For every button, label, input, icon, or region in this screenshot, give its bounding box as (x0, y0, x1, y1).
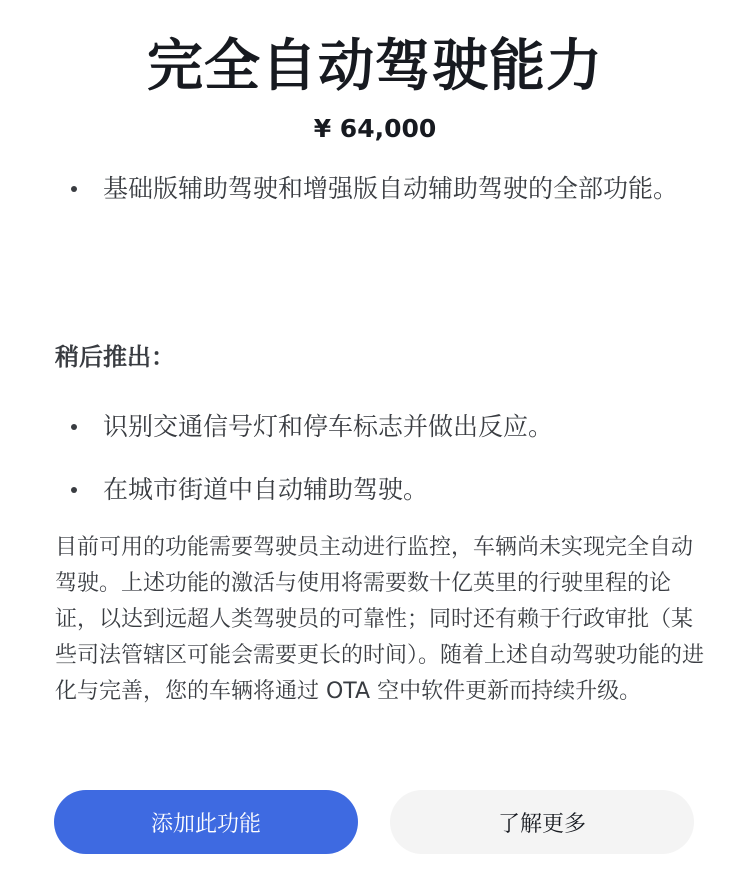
page-title: 完全自动驾驶能力 (147, 34, 603, 99)
list-item (55, 469, 705, 511)
bullet-icon (71, 186, 77, 192)
learn-more-button[interactable]: 了解更多 (390, 790, 694, 854)
list-item-text: 在城市街道中自动辅助驾驶。 (103, 475, 429, 504)
add-feature-button[interactable]: 添加此功能 (54, 790, 358, 854)
bullet-icon (71, 424, 77, 430)
bullet-icon (71, 487, 77, 493)
list-item (55, 406, 705, 448)
disclaimer-text: 目前可用的功能需要驾驶员主动进行监控，车辆尚未实现完全自动驾驶。上述功能的激活与使用将需要数十亿英里的行驶里程的论证，以达到远超人类驾驶员的可靠性；同时还有赖于行政审批（某些司法管辖区可能会需要更长的时间）。随着上述自动驾驶功能的进化与完善，您的车辆将通过 OTA 空中软件更新而持续升级。 (55, 535, 705, 704)
list-item (55, 168, 705, 210)
list-item-text: 识别交通信号灯和停车标志并做出反应。 (103, 412, 554, 441)
list-item-text: 基础版辅助驾驶和增强版自动辅助驾驶的全部功能。 (103, 174, 679, 203)
included-features-list (55, 168, 705, 210)
price: ¥ 64,000 (313, 114, 437, 143)
coming-soon-heading: 稍后推出： (55, 343, 175, 371)
coming-soon-list (55, 406, 705, 532)
